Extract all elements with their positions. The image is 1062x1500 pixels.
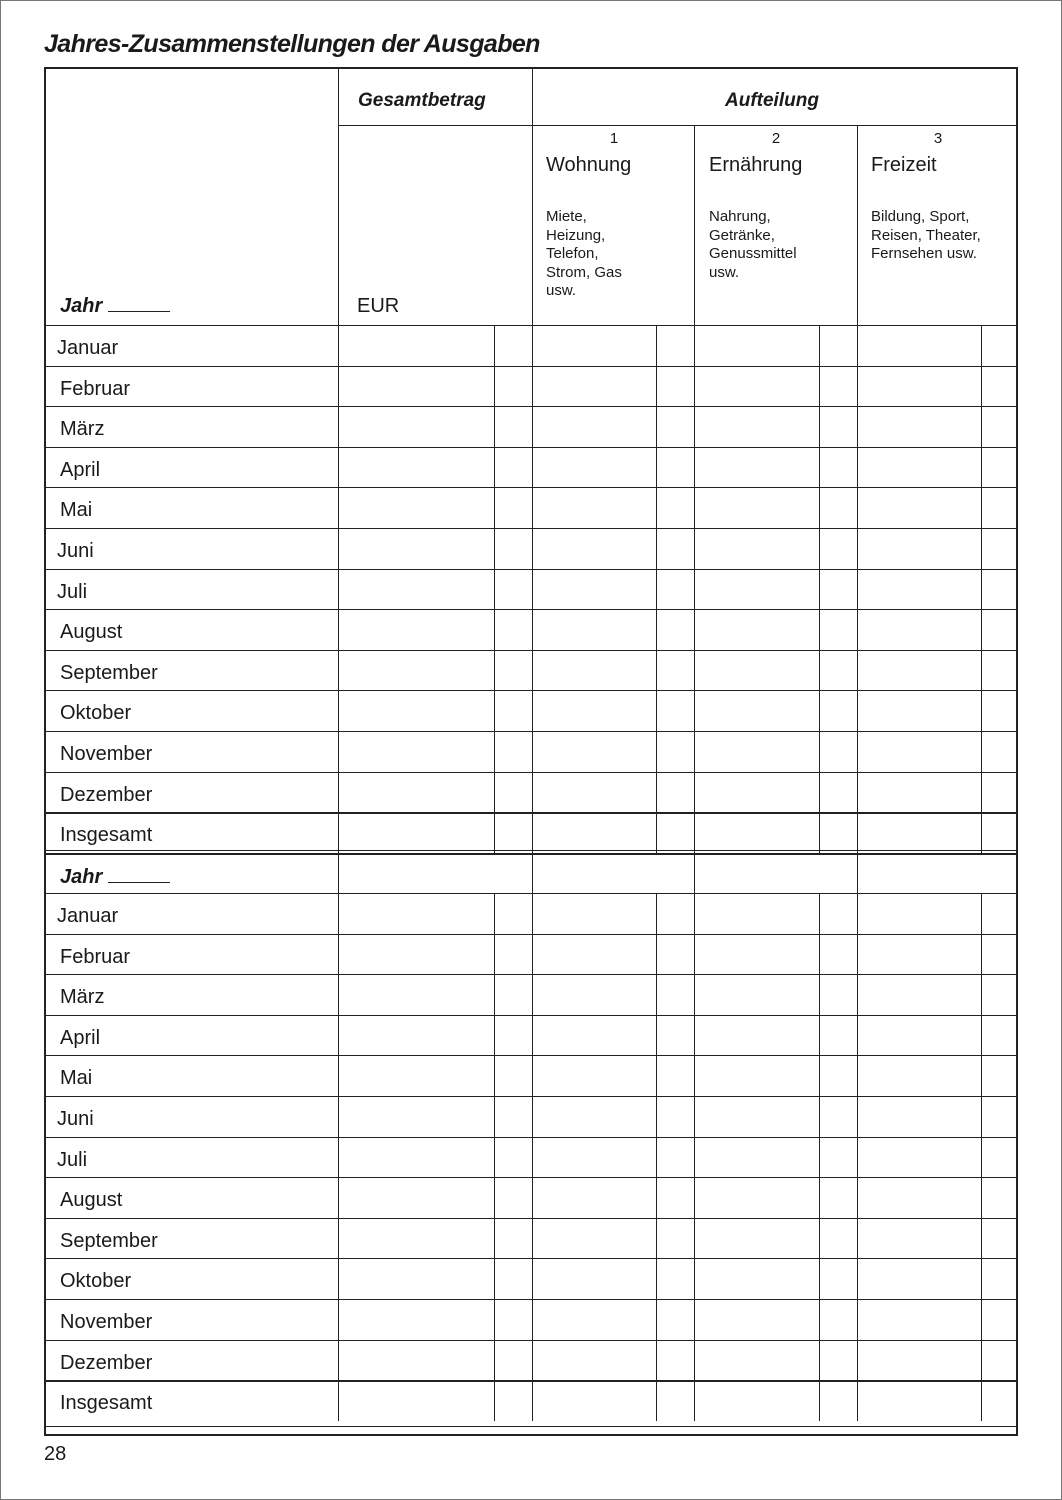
col-divider-d-header [857, 125, 858, 325]
col-divider-body [857, 893, 858, 1421]
row-rule [46, 974, 1016, 975]
year-blank-line [108, 882, 170, 883]
row-rule [46, 731, 1016, 732]
category-description-freizeit: Bildung, Sport, Reisen, Theater, Fernsehen usw. [871, 208, 981, 262]
month-label: September [60, 1229, 158, 1252]
year-field[interactable] [60, 295, 170, 318]
col-divider-b-header [532, 69, 533, 325]
month-label: März [60, 418, 105, 441]
month-label: November [60, 743, 153, 765]
category-number-3: 3 [933, 130, 943, 147]
month-label: Januar [57, 905, 119, 927]
col-divider-b-year [532, 855, 533, 893]
month-label: Juni [57, 540, 94, 562]
row-rule [46, 1340, 1016, 1341]
year-label: Jahr [60, 295, 103, 317]
row-rule [46, 772, 1016, 773]
row-rule [46, 447, 1016, 448]
row-rule [46, 528, 1016, 529]
row-rule [46, 366, 1016, 367]
expense-table [44, 67, 1018, 1436]
col-divider-body [656, 893, 657, 1421]
month-label: Februar [60, 377, 131, 400]
month-label: Dezember [60, 1351, 153, 1374]
month-label: April [60, 458, 101, 481]
col-divider-body [694, 893, 695, 1421]
category-description-wohnung: Miete, Heizung, Telefon, Strom, Gas usw. [546, 208, 622, 299]
row-rule [46, 406, 1016, 407]
row-rule [46, 812, 1016, 814]
month-label: März [60, 986, 105, 1009]
col-divider-body [857, 325, 858, 853]
year-row-rule [46, 893, 1016, 894]
row-rule [46, 569, 1016, 570]
row-rule [46, 1299, 1016, 1300]
category-name-wohnung: Wohnung [546, 154, 632, 176]
col-divider-body [338, 325, 339, 853]
section-separator-thick [46, 853, 1016, 855]
month-label: April [60, 1026, 101, 1049]
row-rule [46, 487, 1016, 488]
col-divider-body [494, 893, 495, 1421]
col-divider-d-year [857, 855, 858, 893]
row-rule [46, 934, 1016, 935]
row-rule [46, 1258, 1016, 1259]
month-label: Januar [57, 337, 119, 359]
page-number: 28 [44, 1443, 67, 1465]
col-divider-body [532, 325, 533, 853]
row-rule [46, 1137, 1016, 1138]
header-subdivider [338, 125, 1016, 126]
gesamtbetrag-heading: Gesamtbetrag [358, 90, 486, 111]
row-rule [46, 1055, 1016, 1056]
row-rule [46, 1218, 1016, 1219]
month-label: September [60, 661, 158, 684]
row-rule [46, 609, 1016, 610]
col-divider-c-year [694, 855, 695, 893]
month-label: Oktober [60, 1270, 132, 1293]
col-divider-body [338, 893, 339, 1421]
section-2-year-field[interactable] [60, 866, 170, 889]
col-divider-c-header [694, 125, 695, 325]
row-rule [46, 1380, 1016, 1382]
currency-label: EUR [357, 295, 400, 317]
page-title: Jahres-Zusammenstellungen der Ausgaben [44, 30, 540, 58]
row-rule [46, 1015, 1016, 1016]
month-label: November [60, 1311, 153, 1333]
month-label: Dezember [60, 783, 153, 806]
bottom-thin-rule [46, 1426, 1016, 1427]
total-label: Insgesamt [60, 824, 153, 847]
month-label: Februar [60, 945, 131, 968]
month-label: Juli [57, 580, 88, 603]
category-description-ernaehrung: Nahrung, Getränke, Genussmittel usw. [709, 208, 797, 281]
year-blank-line [108, 311, 170, 312]
col-divider-body [981, 893, 982, 1421]
month-label: Mai [60, 1067, 93, 1090]
month-label: August [60, 621, 123, 644]
month-label: August [60, 1189, 123, 1212]
month-label: Oktober [60, 702, 132, 725]
row-rule [46, 690, 1016, 691]
col-divider-body [656, 325, 657, 853]
row-rule [46, 1096, 1016, 1097]
category-name-freizeit: Freizeit [871, 154, 937, 176]
aufteilung-heading: Aufteilung [725, 90, 819, 111]
col-divider-body [532, 893, 533, 1421]
col-divider-body [694, 325, 695, 853]
col-divider-main-year [338, 855, 339, 893]
col-divider-main-header [338, 69, 339, 325]
row-rule [46, 1177, 1016, 1178]
category-name-ernaehrung: Ernährung [709, 154, 803, 176]
month-label: Juli [57, 1148, 88, 1171]
month-label: Juni [57, 1108, 94, 1130]
section-separator-thin [46, 850, 1016, 851]
year-label: Jahr [60, 866, 103, 888]
total-label: Insgesamt [60, 1392, 153, 1415]
col-divider-body [819, 325, 820, 853]
col-divider-body [494, 325, 495, 853]
category-number-1: 1 [609, 130, 619, 147]
month-label: Mai [60, 499, 93, 522]
row-rule [46, 650, 1016, 651]
col-divider-body [819, 893, 820, 1421]
header-bottom-rule [46, 325, 1016, 326]
category-number-2: 2 [771, 130, 781, 147]
col-divider-body [981, 325, 982, 853]
